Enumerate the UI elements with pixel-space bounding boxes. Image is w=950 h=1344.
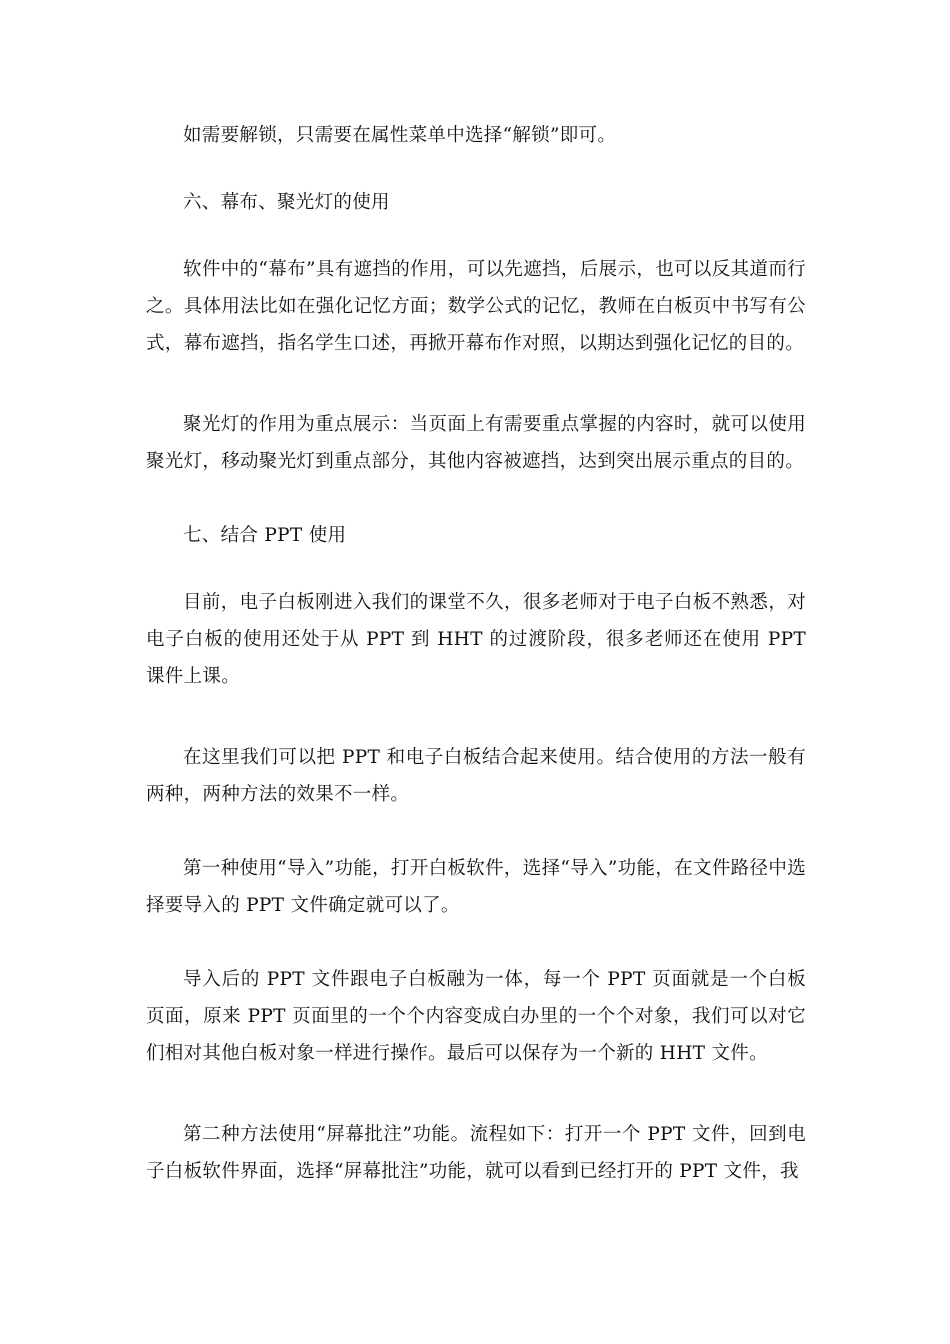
paragraph-spotlight: 聚光灯的作用为重点展示：当页面上有需要重点掌握的内容时，就可以使用聚光灯，移动聚光灯到重点部分，其他内容被遮挡，达到突出展示重点的目的。 (146, 414, 806, 472)
section-heading-curtain-spotlight: 六、幕布、聚光灯的使用 (183, 192, 390, 213)
paragraph-import-method: 第一种使用“导入”功能，打开白板软件，选择“导入”功能，在文件路径中选择要导入的 PPT 文件确定就可以了。 (146, 858, 806, 916)
paragraph-unlock: 如需要解锁，只需要在属性菜单中选择“解锁”即可。 (183, 125, 617, 146)
paragraph-ppt-intro: 目前，电子白板刚进入我们的课堂不久，很多老师对于电子白板不熟悉，对电子白板的使用还处于从 PPT 到 HHT 的过渡阶段，很多老师还在使用 PPT 课件上课。 (146, 592, 806, 687)
paragraph-curtain: 软件中的“幕布”具有遮挡的作用，可以先遮挡，后展示，也可以反其道而行之。具体用法比如在强化记忆方面；数学公式的记忆，教师在白板页中书写有公式，幕布遮挡，指名学生口述，再掀开幕布作对照，以期达到强化记忆的目的。 (146, 259, 806, 354)
paragraph-import-result: 导入后的 PPT 文件跟电子白板融为一体，每一个 PPT 页面就是一个白板页面，原来 PPT 页面里的一个个内容变成白办里的一个个对象，我们可以对它们相对其他白板对象一样进行操作。最后可以保存为一个新的 HHT 文件。 (146, 969, 806, 1064)
paragraph-screen-annotation: 第二种方法使用“屏幕批注”功能。流程如下：打开一个 PPT 文件，回到电子白板软件界面，选择“屏幕批注”功能，就可以看到已经打开的 PPT 文件，我 (146, 1124, 806, 1182)
section-heading-ppt: 七、结合 PPT 使用 (183, 525, 347, 546)
paragraph-combine: 在这里我们可以把 PPT 和电子白板结合起来使用。结合使用的方法一般有两种，两种方法的效果不一样。 (146, 747, 806, 805)
